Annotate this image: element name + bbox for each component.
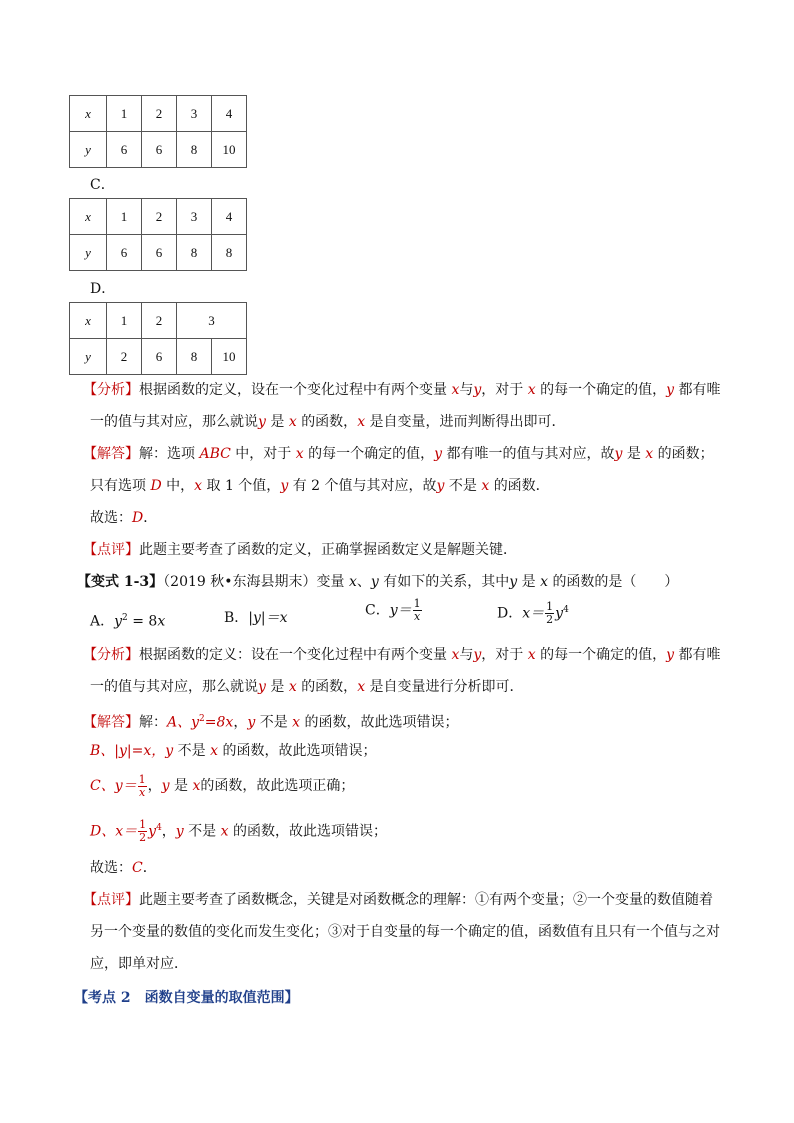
section-heading: 【考点 2 函数自变量的取值范围】 <box>74 990 299 1006</box>
table-cell: 1 <box>107 96 142 132</box>
table-cell: 2 <box>107 339 142 375</box>
q2-option-c: C．y＝ $\frac{1}{x}$ <box>365 597 421 623</box>
table-cell: 8 <box>177 339 212 375</box>
q1-answer-line1: 【解答】解：选项 ABC 中，对于 x 的每一个确定的值，y 都有唯一的值与其对应，故y 是 x 的函数； <box>83 446 714 462</box>
q2-option-b: B．|y|＝x <box>224 610 288 626</box>
q2-comment-line2: 另一个变量的数值的变化而发生变化；③对于自变量的每一个确定的值，函数值有且只有一个值与之对 <box>90 924 720 940</box>
table-row <box>70 96 247 132</box>
table-option-c <box>69 198 247 271</box>
table-cell: 3 <box>177 96 212 132</box>
q2-answer-c: C、y＝ $\frac{1}{x}$ ，y 是 x的函数，故此选项正确； <box>90 772 355 799</box>
q1-analysis-line2: 一的值与其对应，那么就说y 是 x 的函数，x 是自变量，进而判断得出即可． <box>90 414 566 430</box>
option-d-label: D． <box>90 281 116 297</box>
table-row <box>70 303 247 339</box>
q1-comment: 【点评】此题主要考查了函数的定义，正确掌握函数定义是解题关键． <box>83 542 517 558</box>
table-option-d <box>69 302 247 375</box>
fraction: $\frac{1}{2}$ <box>139 818 147 845</box>
table-cell: 1 <box>107 199 142 235</box>
q2-answer-d: D、x＝ $\frac{1}{2}$ $y^4$，y 不是 x 的函数，故此选项错误； <box>90 818 387 845</box>
q2-analysis-line2: 一的值与其对应，那么就说y 是 x 的函数，x 是自变量进行分析即可． <box>90 679 524 695</box>
table-cell: 6 <box>142 132 177 168</box>
table-cell: 2 <box>142 96 177 132</box>
q2-answer-line1: 【解答】解：A、$y^2=8x$，y 不是 x 的函数，故此选项错误； <box>83 714 459 731</box>
q2-analysis-line1: 【分析】根据函数的定义：设在一个变化过程中有两个变量 x与y，对于 x 的每一个确定的值，y 都有唯 <box>83 647 721 663</box>
fraction: $\frac{1}{x}$ <box>138 772 146 799</box>
table-cell: 2 <box>142 303 177 339</box>
q1-choose: 故选：D． <box>90 510 158 526</box>
table-row <box>70 339 247 375</box>
q1-answer-line2: 只有选项 D 中，x 取 1 个值，y 有 2 个值与其对应，故y 不是 x 的函数． <box>90 478 550 494</box>
q2-answer-b: B、|y|=x，y 不是 x 的函数，故此选项错误； <box>90 743 377 759</box>
q2-option-d: D．x＝ $\frac{1}{2}$ $y^4$ <box>497 600 569 627</box>
table-cell: x <box>70 303 107 339</box>
q1-analysis-line1: 【分析】根据函数的定义，设在一个变化过程中有两个变量 x与y，对于 x 的每一个确定的值，y 都有唯 <box>83 382 721 398</box>
table-cell: 6 <box>142 339 177 375</box>
table-row <box>70 132 247 168</box>
table-cell: y <box>70 235 107 271</box>
table-option-b <box>69 95 247 168</box>
q2-choose: 故选：C． <box>90 860 157 876</box>
table-cell: 4 <box>212 96 247 132</box>
table-cell: 3 <box>177 199 212 235</box>
q2-comment-line1: 【点评】此题主要考查了函数概念，关键是对函数概念的理解：①有两个变量；②一个变量的数值随着 <box>83 892 713 908</box>
table-row <box>70 199 247 235</box>
table-cell: 10 <box>212 132 247 168</box>
table-cell: 3 <box>177 303 247 339</box>
table-cell: 4 <box>212 199 247 235</box>
q2-heading: 【变式 1-3】（2019 秋•东海县期末）变量 x、y 有如下的关系，其中y 是 x 的函数的是（ ） <box>77 574 679 590</box>
table-cell: 8 <box>177 132 212 168</box>
table-cell: 10 <box>212 339 247 375</box>
table-cell: 6 <box>107 132 142 168</box>
table-cell: y <box>70 132 107 168</box>
table-cell: 8 <box>212 235 247 271</box>
table-cell: 6 <box>107 235 142 271</box>
fraction: $\frac{1}{x}$ <box>413 597 421 623</box>
table-cell: x <box>70 199 107 235</box>
table-cell: 1 <box>107 303 142 339</box>
table-cell: 6 <box>142 235 177 271</box>
table-cell: 8 <box>177 235 212 271</box>
table-cell: y <box>70 339 107 375</box>
fraction: $\frac{1}{2}$ <box>546 600 554 627</box>
table-cell: 2 <box>142 199 177 235</box>
table-cell: x <box>70 96 107 132</box>
q2-comment-line3: 应，即单对应． <box>90 956 188 972</box>
table-row <box>70 235 247 271</box>
option-c-label: C． <box>90 177 115 193</box>
q2-option-a: A．$y^2 = 8x$ <box>90 613 166 630</box>
